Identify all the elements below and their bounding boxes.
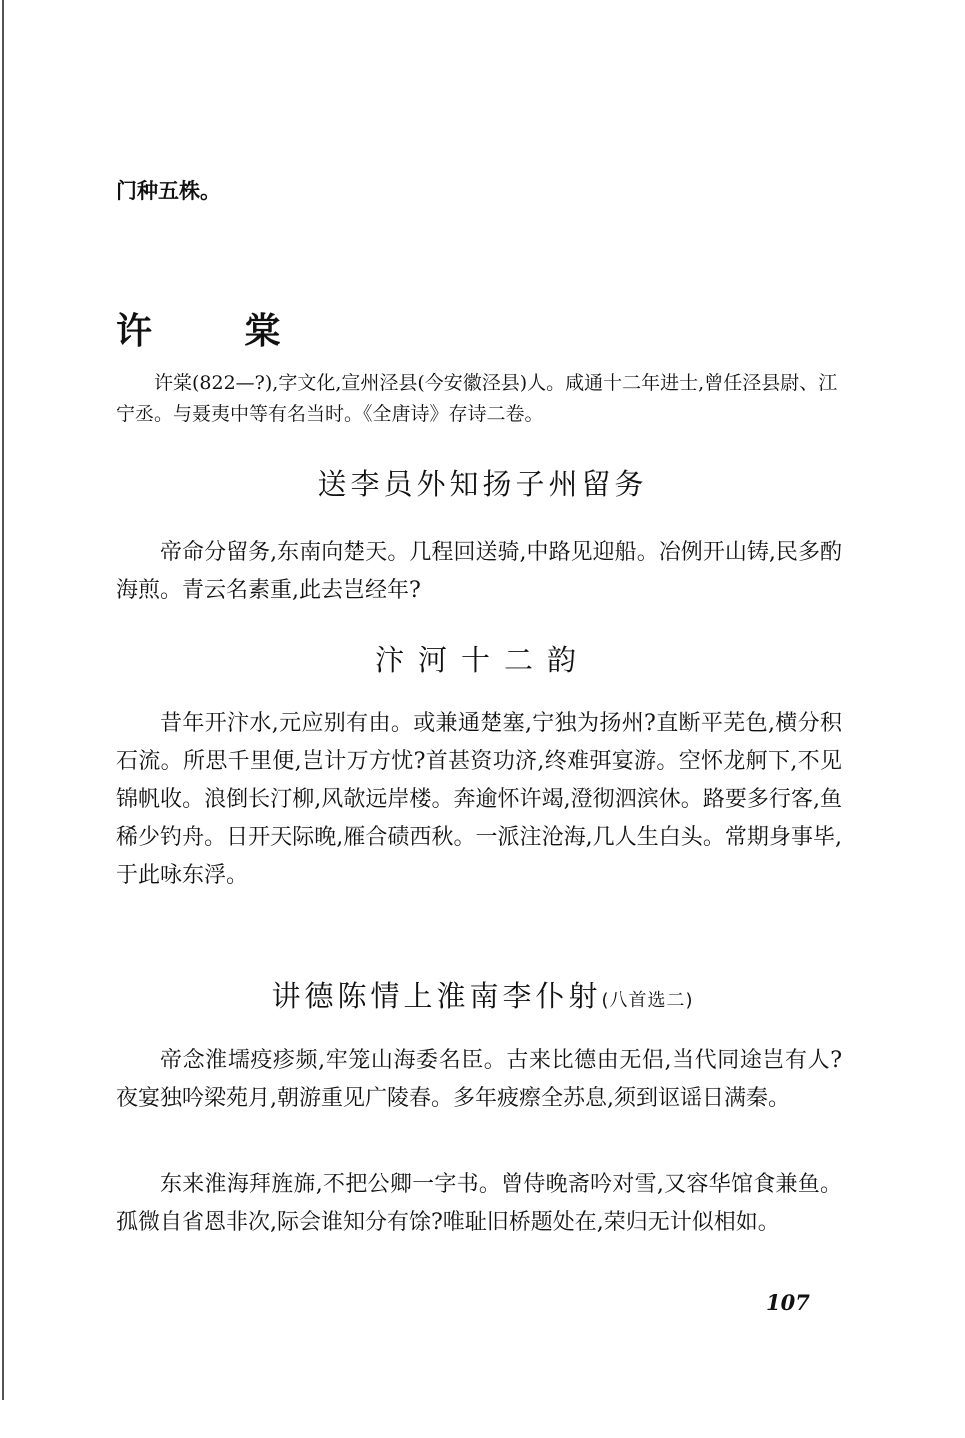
poem-title-1-text: 送李员外知扬子州留务 — [317, 467, 648, 501]
page-edge-rule — [2, 0, 4, 1400]
poem-1-body: 帝命分留务,东南向楚天。几程回送骑,中路见迎船。冶例开山铸,民多酌海煎。青云名素重,此去岂经年? — [116, 540, 842, 603]
page-number: 107 — [766, 1290, 810, 1315]
author-bio: 许棠(822—?),字文化,宣州泾县(今安徽泾县)人。咸通十二年进士,曾任泾县尉、江宁丞。与聂夷中等有名当时。《全唐诗》存诗二卷。 — [116, 372, 838, 425]
continuation-text: 门种五株。 — [116, 178, 221, 203]
poem-3-stanza-1: 帝念淮壖疫疹频,牢笼山海委名臣。古来比德由无侣,当代同途岂有人?夜宴独吟梁苑月,朝游重见广陵春。多年疲瘵全苏息,须到讴谣日满秦。 — [116, 1048, 842, 1111]
poem-3-stanza-2: 东来淮海拜旌旆,不把公卿一字书。曾侍晚斋吟对雪,又容华馆食兼鱼。孤微自省恩非次,际会谁知分有馀?唯耻旧桥题处在,荣归无计似相如。 — [116, 1172, 842, 1235]
author-name: 许 棠 — [116, 310, 321, 352]
poem-title-2 — [0, 640, 965, 680]
poem-title-3 — [0, 976, 965, 1021]
poem-2-body: 昔年开汴水,元应别有由。或兼通楚塞,宁独为扬州?直断平芜色,横分积石流。所思千里便,岂计万方忧?首甚资功济,终难弭宴游。空怀龙舸下,不见锦帆收。浪倒长汀柳,风欹远岸楼。奔逾怀许竭,澄彻泗滨休。路要多行客,鱼稀少钓舟。日开天际晚,雁合碛西秋。一派注沧海,几人生白头。常期身事毕,于此咏东浮。 — [116, 711, 842, 888]
poem-title-1 — [0, 464, 965, 504]
poem-title-2-text: 汴河十二韵 — [374, 643, 590, 677]
poem-title-3-note: (八首选二) — [601, 990, 694, 1011]
poem-title-3-text: 讲德陈情上淮南李仆射 — [271, 979, 602, 1013]
